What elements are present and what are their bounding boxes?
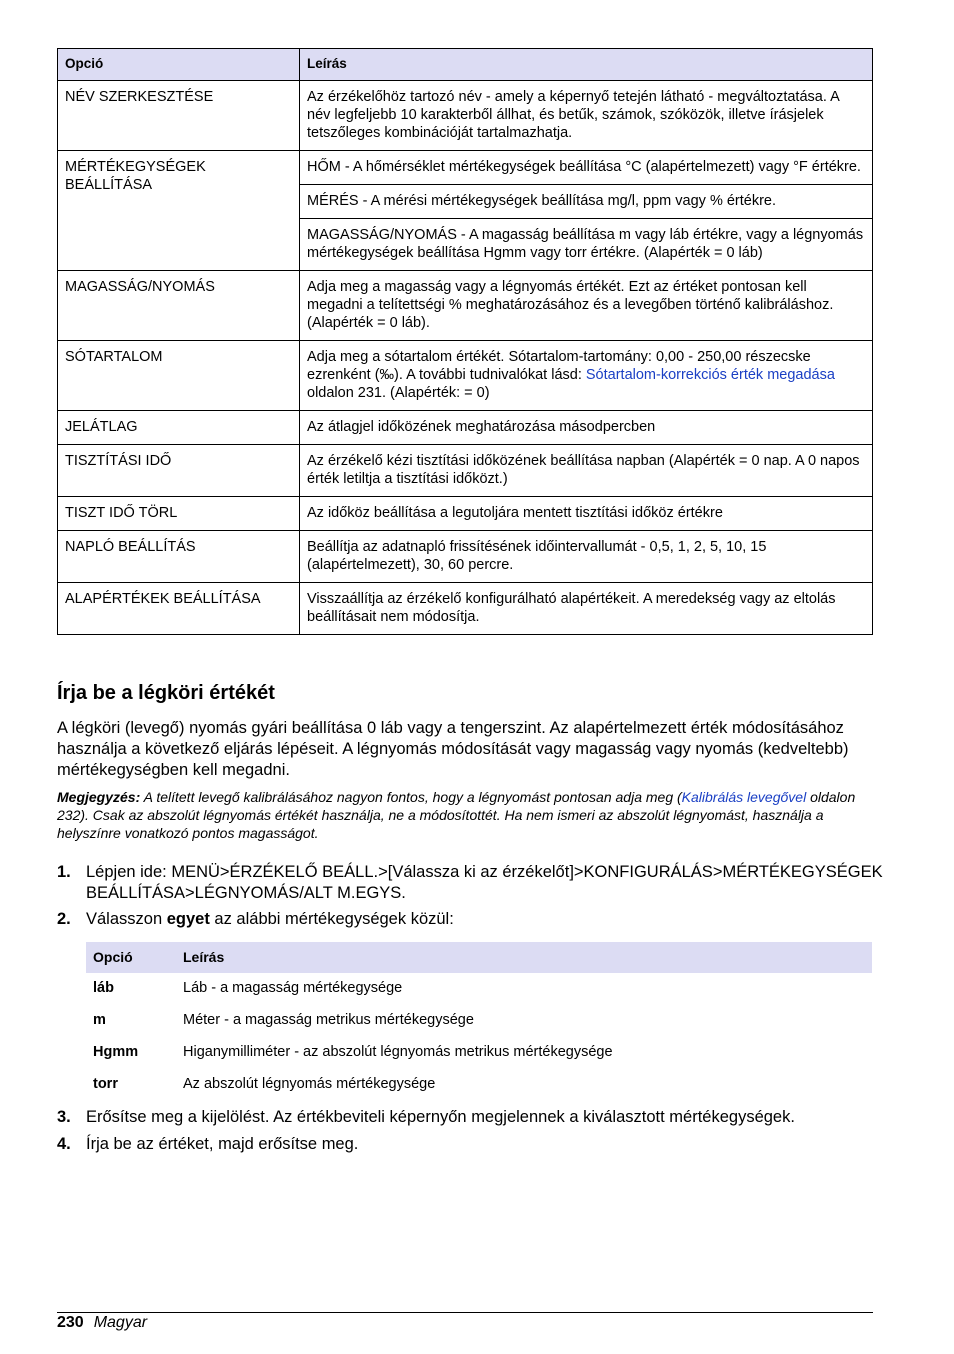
option-cell: ALAPÉRTÉKEK BEÁLLÍTÁSA <box>58 583 300 635</box>
description-cell: HŐM - A hőmérséklet mértékegységek beállítása °C (alapértelmezett) vagy °F értékre. <box>300 151 873 185</box>
table-row <box>58 497 873 531</box>
unit-description: Méter - a magasság metrikus mértékegysége <box>183 1012 474 1028</box>
table-row <box>58 445 873 497</box>
table-row <box>58 271 873 341</box>
unit-description: Higanymilliméter - az abszolút légnyomás metrikus mértékegysége <box>183 1044 613 1060</box>
option-cell: NAPLÓ BEÁLLÍTÁS <box>58 531 300 583</box>
option-cell: TISZT IDŐ TÖRL <box>58 497 300 531</box>
air-calibration-link[interactable]: Kalibrálás levegővel <box>681 789 807 805</box>
description-cell: Az érzékelőhöz tartozó név - amely a képernyő tetején látható - megváltoztatása. A név legfeljebb 10 karakterből állhat, és betűk, számok, szóközök, illetve írásjelek tetszőleges kombinációját tartalmazhatja. <box>300 81 873 151</box>
unit-option: láb <box>93 980 114 996</box>
section-title: Írja be a légköri értékét <box>57 682 275 704</box>
step-number: 1. <box>57 863 71 881</box>
table-row <box>58 81 873 151</box>
unit-option: m <box>93 1012 106 1028</box>
description-text: oldalon 231. (Alapérték: = 0) <box>307 385 490 401</box>
page-footer <box>57 1313 147 1333</box>
table-header-row <box>58 49 873 81</box>
units-table <box>86 942 872 1101</box>
footer-divider <box>57 1312 873 1313</box>
option-cell: NÉV SZERKESZTÉSE <box>58 81 300 151</box>
unit-description: Az abszolút légnyomás mértékegysége <box>183 1076 436 1092</box>
description-cell: Visszaállítja az érzékelő konfigurálható alapértékeit. A meredekség vagy az eltolás beállításait nem módosítja. <box>300 583 873 635</box>
header-option: Opció <box>86 942 176 973</box>
table-row <box>58 341 873 411</box>
header-option: Opció <box>58 49 300 81</box>
option-cell: SÓTARTALOM <box>58 341 300 411</box>
table-row <box>86 1069 872 1101</box>
description-cell: Adja meg a magasság vagy a légnyomás értékét. Ezt az értéket pontosan kell megadni a telítettségi % meghatározásához és a levegőben történő kalibráláshoz. (Alapérték = 0 láb). <box>300 271 873 341</box>
note-text: A telített levegő kalibrálásához nagyon fontos, hogy a légnyomást pontosan adja meg ( <box>140 789 682 805</box>
step-text: Erősítse meg a kijelölést. Az értékbeviteli képernyőn megjelennek a kiválasztott mértékegységek. <box>86 1108 795 1126</box>
options-section <box>57 48 873 635</box>
option-cell: JELÁTLAG <box>58 411 300 445</box>
table-row <box>86 973 872 1005</box>
step-number: 3. <box>57 1108 71 1126</box>
language-label: Magyar <box>93 1314 148 1331</box>
description-text: Adja meg a sótartalom értékét. Sótartalom-tartomány: 0,00 - 250,00 részecske ezrenként (‰). A további tudnivalókat lásd: <box>307 349 811 383</box>
step-text-part: Válasszon <box>86 910 167 928</box>
step-4 <box>57 1134 887 1155</box>
note-label: Megjegyzés: <box>57 789 141 805</box>
table-row <box>58 583 873 635</box>
description-cell: Az időköz beállítása a legutoljára mentett tisztítási időköz értékre <box>300 497 873 531</box>
note-paragraph <box>57 788 873 842</box>
description-cell: MAGASSÁG/NYOMÁS - A magasság beállítása m vagy láb értékre, vagy a légnyomás mértékegységek beállítása Hgmm vagy torr értékre. (Alapérték = 0 láb) <box>300 219 873 271</box>
header-description: Leírás <box>176 942 872 973</box>
unit-option: Hgmm <box>93 1044 139 1060</box>
step-text: Lépjen ide: MENÜ>ÉRZÉKELŐ BEÁLL.>[Válassza ki az érzékelőt]>KONFIGURÁLÁS>MÉRTÉKEGYSÉGEK BEÁLLÍTÁSA>LÉGNYOMÁS/ALT M.EGYS. <box>86 863 883 902</box>
unit-option: torr <box>93 1076 118 1092</box>
table-row <box>86 1005 872 1037</box>
note-text: oldalon 232). Csak az abszolút légnyomás értékét használja, ne a módosítottét. Ha nem ismeri az abszolút légnyomást, használja a helyszínre vonatkozó pontos magasságot. <box>57 789 856 841</box>
salinity-correction-link[interactable]: Sótartalom-korrekciós érték megadása <box>585 367 835 383</box>
table-row <box>58 531 873 583</box>
description-cell: Az érzékelő kézi tisztítási időközének beállítása napban (Alapérték = 0 nap. A 0 napos érték letiltja a tisztítási időközt.) <box>300 445 873 497</box>
header-description: Leírás <box>300 49 873 81</box>
table-header-row <box>86 942 872 973</box>
step-text: Írja be az értéket, majd erősítse meg. <box>86 1135 359 1153</box>
step-number: 2. <box>57 910 71 928</box>
unit-description: Láb - a magasság mértékegysége <box>183 980 403 996</box>
step-3 <box>57 1107 887 1128</box>
step-text-bold: egyet <box>166 910 210 928</box>
step-text <box>86 909 887 930</box>
table-row <box>58 411 873 445</box>
step-number: 4. <box>57 1135 71 1153</box>
step-text-part: az alábbi mértékegységek közül: <box>209 910 454 928</box>
options-table <box>57 48 873 635</box>
step-1 <box>57 862 887 904</box>
table-row <box>58 151 873 185</box>
option-cell: MAGASSÁG/NYOMÁS <box>58 271 300 341</box>
table-row <box>86 1037 872 1069</box>
description-cell: MÉRÉS - A mérési mértékegységek beállítása mg/l, ppm vagy % értékre. <box>300 185 873 219</box>
description-cell <box>300 341 873 411</box>
option-cell: MÉRTÉKEGYSÉGEK BEÁLLÍTÁSA <box>58 151 300 271</box>
option-cell: TISZTÍTÁSI IDŐ <box>58 445 300 497</box>
intro-paragraph: A légköri (levegő) nyomás gyári beállítása 0 láb vagy a tengerszint. Az alapértelmezett érték módosításához használja a következő eljárás lépéseit. A légnyomás módosítását vagy magasság vagy nyomás (kedveltebb) mértékegységben kell megadni. <box>57 719 849 779</box>
page-number: 230 <box>57 1314 84 1331</box>
step-2 <box>57 909 887 930</box>
description-cell: Beállítja az adatnapló frissítésének időintervallumát - 0,5, 1, 2, 5, 10, 15 (alapértelmezett), 30, 60 percre. <box>300 531 873 583</box>
description-cell: Az átlagjel időközének meghatározása másodpercben <box>300 411 873 445</box>
